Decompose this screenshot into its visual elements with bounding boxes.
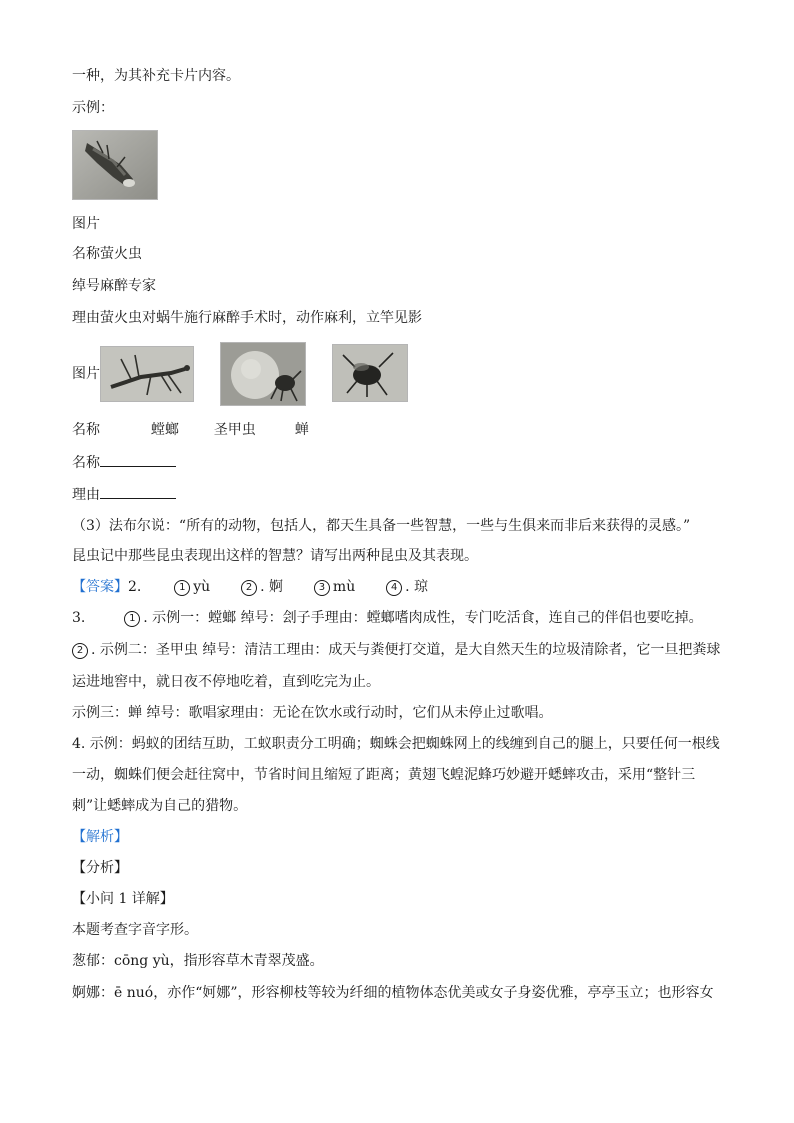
name-mantis: 螳螂 xyxy=(150,422,179,438)
card-title: 绰号麻醉专家 xyxy=(72,278,156,294)
fill-name-label: 名称 xyxy=(72,455,100,471)
fill-reason-row xyxy=(72,484,176,505)
a4-line3: 刺”让蟋蟀成为自己的猎物。 xyxy=(72,798,248,814)
names-row xyxy=(72,420,309,440)
analysis-tag: 【解析】 xyxy=(72,829,128,845)
circled-num-4: 4 xyxy=(386,580,402,596)
analysis-line2: 葱郁：cōng yù，指形容草木青翠茂盛。 xyxy=(72,953,324,969)
fill-name-blank[interactable] xyxy=(100,452,176,467)
answer-tag: 【答案】 xyxy=(72,579,128,595)
a3-line2: . 示例二：圣甲虫 绰号：清洁工理由：成天与粪便打交道，是大自然天生的垃圾清除者，它一旦把粪球 xyxy=(91,642,721,658)
answer-item-1: yù xyxy=(193,579,211,595)
a3-circled-2: 2 xyxy=(72,643,88,659)
a3-line2-row xyxy=(72,640,720,660)
analysis-fenxi: 【分析】 xyxy=(72,860,128,876)
a3-line1-row xyxy=(72,608,703,628)
fill-reason-blank[interactable] xyxy=(100,484,176,499)
answer-row xyxy=(72,577,428,597)
example-label: 示例： xyxy=(72,100,114,116)
card-reason: 理由萤火虫对蜗牛施行麻醉手术时，动作麻利，立竿见影 xyxy=(72,310,422,326)
circled-num-1: 1 xyxy=(174,580,190,596)
answer-item-3: mù xyxy=(332,579,356,595)
name-cicada: 蝉 xyxy=(294,422,309,438)
a3-line1: . 示例一：螳螂 绰号：刽子手理由：螳螂嗜肉成性，专门吃活食，连自己的伴侣也要吃掉。 xyxy=(143,610,703,626)
fill-reason-label: 理由 xyxy=(72,487,100,503)
table-pic-label: 图片 xyxy=(72,366,100,382)
a3-num: 3. xyxy=(72,610,86,626)
analysis-line3: 婀娜：ē nuó，亦作“妸娜”，形容柳枝等较为纤细的植物体态优美或女子身姿优雅，亭亭玉立；也形容女 xyxy=(72,985,714,1001)
firefly-photo xyxy=(72,130,158,200)
a3-line4: 示例三：蝉 绰号：歌唱家理由：无论在饮水或行动时，它们从未停止过歌唱。 xyxy=(72,705,553,721)
circled-num-2: 2 xyxy=(241,580,257,596)
answer-item-4: . 琼 xyxy=(405,579,429,595)
scarab-photo xyxy=(220,342,306,406)
a4-line2: 一动，蜘蛛们便会赶往窝中，节省时间且缩短了距离；黄翅飞蝗泥蜂巧妙避开蟋蟀攻击，采用“整针三 xyxy=(72,767,696,783)
intro-text: 一种，为其补充卡片内容。 xyxy=(72,68,240,84)
name-scarab: 圣甲虫 xyxy=(213,422,256,438)
card-name: 名称萤火虫 xyxy=(72,246,142,262)
name-label: 名称 xyxy=(72,422,100,438)
q3-line1: （3）法布尔说：“所有的动物，包括人，都天生具备一些智慧，一些与生俱来而非后来获得的灵感。” xyxy=(72,518,691,534)
circled-num-3: 3 xyxy=(314,580,330,596)
analysis-sub1: 【小问 1 详解】 xyxy=(72,891,174,907)
q3-line2: 昆虫记中那些昆虫表现出这样的智慧？请写出两种昆虫及其表现。 xyxy=(72,548,478,564)
cicada-photo xyxy=(332,344,408,402)
a3-circled-1: 1 xyxy=(124,611,140,627)
card-pic-label: 图片 xyxy=(72,216,100,232)
mantis-photo xyxy=(100,346,194,402)
a4-line1: 4. 示例：蚂蚁的团结互助，工蚁职责分工明确；蜘蛛会把蜘蛛网上的线缠到自己的腿上，只要任何一根线 xyxy=(72,736,720,752)
analysis-line1: 本题考查字音字形。 xyxy=(72,922,198,938)
answer-q-num: 2. xyxy=(128,579,142,595)
a3-line3: 运进地窖中，就日夜不停地吃着，直到吃完为止。 xyxy=(72,674,380,690)
fill-name-row xyxy=(72,452,176,473)
answer-item-2: . 婀 xyxy=(260,579,284,595)
